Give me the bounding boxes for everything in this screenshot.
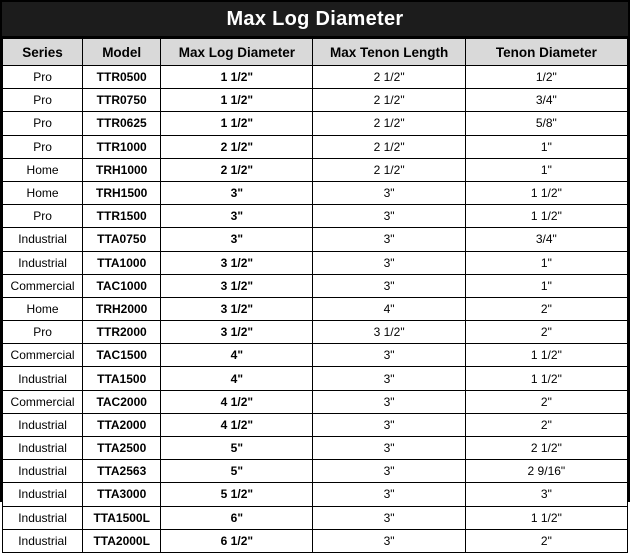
- cell-model: TRH2000: [83, 297, 161, 320]
- cell-series: Industrial: [3, 483, 83, 506]
- column-header-model: Model: [83, 39, 161, 66]
- cell-model: TTR0750: [83, 89, 161, 112]
- cell-tenon-diameter: 1 1/2": [465, 181, 627, 204]
- page-title: Max Log Diameter: [226, 7, 404, 30]
- cell-max-tenon-length: 3": [313, 181, 465, 204]
- cell-model: TTA2500: [83, 437, 161, 460]
- table-row: [3, 483, 628, 506]
- cell-series: Pro: [3, 135, 83, 158]
- column-header-tenon-diameter: Tenon Diameter: [465, 39, 627, 66]
- cell-max-log-diameter: 4 1/2": [161, 413, 313, 436]
- cell-max-tenon-length: 3": [313, 251, 465, 274]
- cell-model: TAC1000: [83, 274, 161, 297]
- table-row: [3, 460, 628, 483]
- cell-model: TTA2000: [83, 413, 161, 436]
- table-row: [3, 112, 628, 135]
- cell-max-tenon-length: 2 1/2": [313, 112, 465, 135]
- cell-model: TTR1000: [83, 135, 161, 158]
- cell-max-tenon-length: 3": [313, 460, 465, 483]
- cell-series: Pro: [3, 112, 83, 135]
- cell-max-tenon-length: 3": [313, 529, 465, 552]
- cell-max-log-diameter: 6": [161, 506, 313, 529]
- table-row: [3, 274, 628, 297]
- cell-tenon-diameter: 5/8": [465, 112, 627, 135]
- table-title-bar: [2, 2, 628, 38]
- cell-tenon-diameter: 2": [465, 297, 627, 320]
- cell-series: Industrial: [3, 506, 83, 529]
- cell-max-tenon-length: 4": [313, 297, 465, 320]
- cell-series: Industrial: [3, 437, 83, 460]
- cell-max-log-diameter: 3 1/2": [161, 274, 313, 297]
- cell-model: TTA2563: [83, 460, 161, 483]
- cell-max-log-diameter: 4": [161, 344, 313, 367]
- cell-max-tenon-length: 3 1/2": [313, 321, 465, 344]
- cell-tenon-diameter: 2 9/16": [465, 460, 627, 483]
- cell-series: Industrial: [3, 251, 83, 274]
- cell-max-tenon-length: 2 1/2": [313, 135, 465, 158]
- cell-max-tenon-length: 2 1/2": [313, 158, 465, 181]
- cell-max-tenon-length: 3": [313, 413, 465, 436]
- cell-tenon-diameter: 1 1/2": [465, 344, 627, 367]
- cell-tenon-diameter: 1 1/2": [465, 205, 627, 228]
- table-row: [3, 181, 628, 204]
- cell-tenon-diameter: 2": [465, 390, 627, 413]
- cell-max-log-diameter: 2 1/2": [161, 135, 313, 158]
- cell-tenon-diameter: 2": [465, 321, 627, 344]
- cell-series: Commercial: [3, 344, 83, 367]
- cell-model: TAC1500: [83, 344, 161, 367]
- cell-max-log-diameter: 5": [161, 460, 313, 483]
- table-row: [3, 89, 628, 112]
- cell-max-log-diameter: 3": [161, 205, 313, 228]
- cell-max-tenon-length: 2 1/2": [313, 66, 465, 89]
- cell-max-log-diameter: 2 1/2": [161, 158, 313, 181]
- cell-max-tenon-length: 3": [313, 274, 465, 297]
- table-body: [3, 66, 628, 553]
- cell-max-log-diameter: 6 1/2": [161, 529, 313, 552]
- cell-tenon-diameter: 3": [465, 483, 627, 506]
- column-header-max-log-diameter: Max Log Diameter: [161, 39, 313, 66]
- table-row: [3, 228, 628, 251]
- cell-max-log-diameter: 3 1/2": [161, 321, 313, 344]
- cell-series: Home: [3, 297, 83, 320]
- cell-series: Commercial: [3, 274, 83, 297]
- cell-max-log-diameter: 4 1/2": [161, 390, 313, 413]
- table-row: [3, 205, 628, 228]
- cell-series: Pro: [3, 205, 83, 228]
- cell-series: Commercial: [3, 390, 83, 413]
- cell-series: Home: [3, 181, 83, 204]
- cell-tenon-diameter: 1": [465, 274, 627, 297]
- cell-max-log-diameter: 3 1/2": [161, 297, 313, 320]
- cell-model: TTA0750: [83, 228, 161, 251]
- cell-model: TTA3000: [83, 483, 161, 506]
- table-row: [3, 367, 628, 390]
- cell-model: TTR0625: [83, 112, 161, 135]
- table-row: [3, 158, 628, 181]
- cell-model: TTR1500: [83, 205, 161, 228]
- cell-model: TTR0500: [83, 66, 161, 89]
- header-row: [3, 39, 628, 66]
- cell-tenon-diameter: 3/4": [465, 89, 627, 112]
- table-row: [3, 390, 628, 413]
- cell-max-log-diameter: 3": [161, 228, 313, 251]
- cell-series: Industrial: [3, 228, 83, 251]
- cell-series: Industrial: [3, 529, 83, 552]
- table-header: [3, 39, 628, 66]
- cell-tenon-diameter: 2": [465, 529, 627, 552]
- cell-tenon-diameter: 3/4": [465, 228, 627, 251]
- cell-model: TTA1500: [83, 367, 161, 390]
- cell-model: TRH1000: [83, 158, 161, 181]
- cell-tenon-diameter: 2": [465, 413, 627, 436]
- table-row: [3, 135, 628, 158]
- cell-max-tenon-length: 3": [313, 367, 465, 390]
- cell-tenon-diameter: 1": [465, 135, 627, 158]
- cell-max-log-diameter: 5 1/2": [161, 483, 313, 506]
- cell-tenon-diameter: 2 1/2": [465, 437, 627, 460]
- cell-max-tenon-length: 3": [313, 506, 465, 529]
- cell-max-log-diameter: 1 1/2": [161, 112, 313, 135]
- table-row: [3, 437, 628, 460]
- cell-series: Industrial: [3, 367, 83, 390]
- cell-tenon-diameter: 1 1/2": [465, 506, 627, 529]
- cell-max-log-diameter: 5": [161, 437, 313, 460]
- cell-tenon-diameter: 1": [465, 251, 627, 274]
- table-row: [3, 297, 628, 320]
- table-row: [3, 529, 628, 552]
- cell-tenon-diameter: 1 1/2": [465, 367, 627, 390]
- cell-tenon-diameter: 1/2": [465, 66, 627, 89]
- cell-max-log-diameter: 4": [161, 367, 313, 390]
- cell-max-log-diameter: 1 1/2": [161, 89, 313, 112]
- table-row: [3, 344, 628, 367]
- cell-tenon-diameter: 1": [465, 158, 627, 181]
- cell-series: Industrial: [3, 460, 83, 483]
- column-header-series: Series: [3, 39, 83, 66]
- cell-max-tenon-length: 3": [313, 344, 465, 367]
- cell-max-tenon-length: 3": [313, 483, 465, 506]
- cell-max-tenon-length: 2 1/2": [313, 89, 465, 112]
- cell-max-tenon-length: 3": [313, 228, 465, 251]
- cell-series: Home: [3, 158, 83, 181]
- cell-max-log-diameter: 3": [161, 181, 313, 204]
- cell-series: Pro: [3, 66, 83, 89]
- cell-model: TTR2000: [83, 321, 161, 344]
- cell-max-tenon-length: 3": [313, 205, 465, 228]
- cell-model: TTA1000: [83, 251, 161, 274]
- cell-max-log-diameter: 1 1/2": [161, 66, 313, 89]
- table-row: [3, 321, 628, 344]
- cell-max-tenon-length: 3": [313, 390, 465, 413]
- cell-series: Industrial: [3, 413, 83, 436]
- cell-model: TRH1500: [83, 181, 161, 204]
- cell-model: TAC2000: [83, 390, 161, 413]
- cell-model: TTA1500L: [83, 506, 161, 529]
- cell-max-log-diameter: 3 1/2": [161, 251, 313, 274]
- cell-series: Pro: [3, 89, 83, 112]
- specs-table: [2, 38, 628, 553]
- column-header-max-tenon-length: Max Tenon Length: [313, 39, 465, 66]
- table-row: [3, 413, 628, 436]
- cell-max-tenon-length: 3": [313, 437, 465, 460]
- cell-series: Pro: [3, 321, 83, 344]
- table-row: [3, 251, 628, 274]
- cell-model: TTA2000L: [83, 529, 161, 552]
- table-row: [3, 506, 628, 529]
- table-row: [3, 66, 628, 89]
